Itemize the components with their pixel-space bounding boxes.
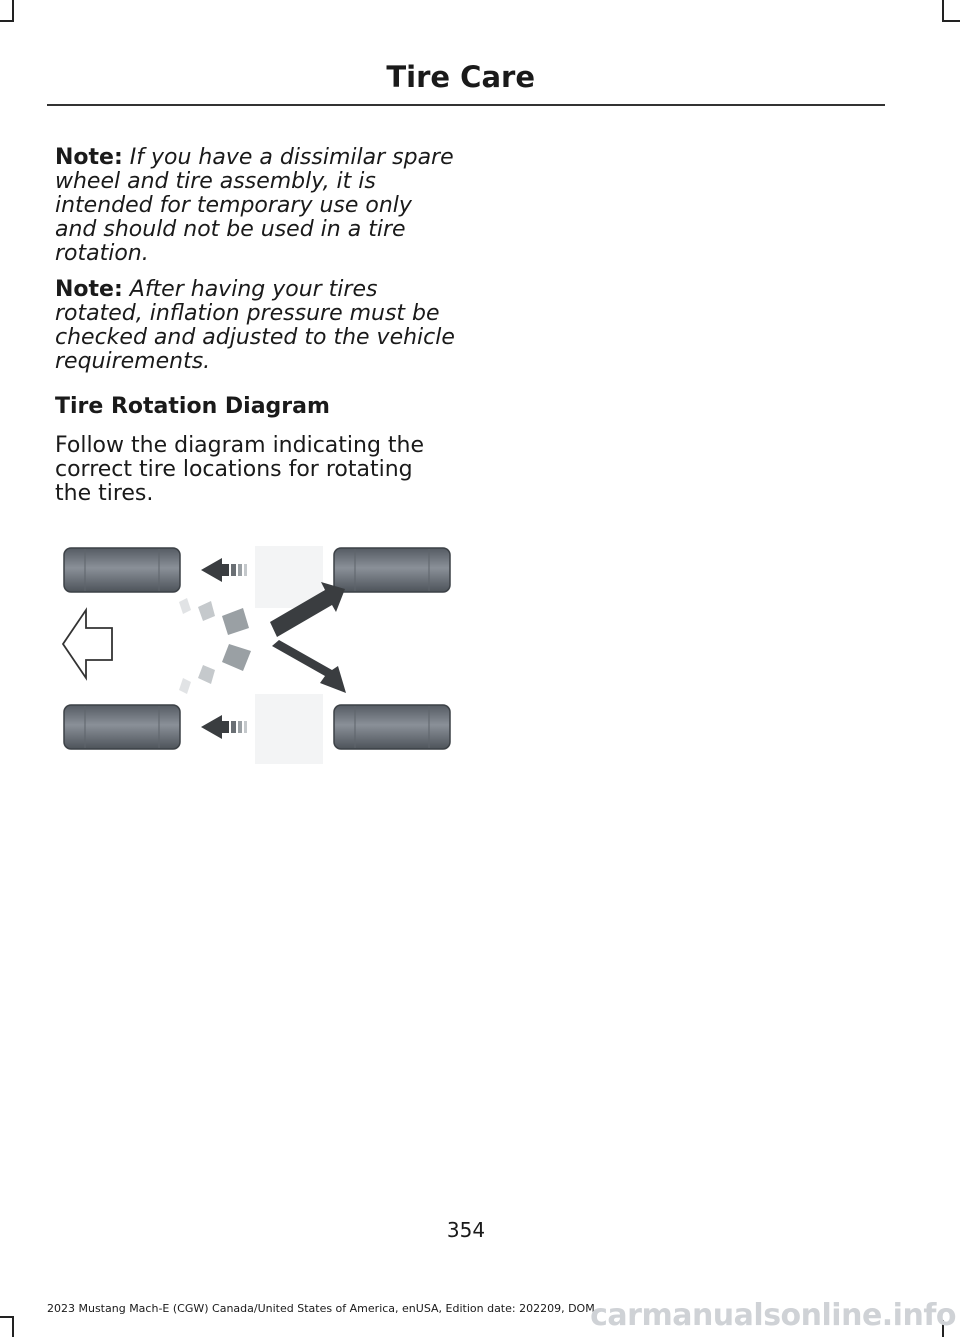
arrow-straight-bottom-icon [201, 715, 247, 739]
page-number: 354 [446, 1218, 486, 1242]
crop-mark-top-right-v [942, 0, 944, 20]
tire-rear-left [64, 705, 180, 749]
crop-mark-bottom-left-h [0, 1316, 14, 1318]
crop-mark-top-left-v [12, 0, 14, 20]
crop-mark-top-right-h [942, 20, 960, 22]
note-label: Note: [55, 277, 123, 302]
arrow-cross-fade-segments [179, 598, 251, 694]
background-block [255, 694, 323, 764]
tire-rear-right [334, 705, 450, 749]
tire-front-right [334, 548, 450, 592]
arrow-straight-top-icon [201, 558, 247, 582]
crop-mark-bottom-left-v [12, 1316, 14, 1337]
note-text: After having your tires rotated, inflation pressure must be checked and adjusted to the vehicle requirements. [55, 277, 455, 374]
tire-rotation-diagram [55, 538, 460, 768]
watermark: carmanualsonline.info [590, 1298, 956, 1333]
note-inflation [55, 278, 455, 374]
crop-mark-top-left-h [0, 20, 14, 22]
section-body: Follow the diagram indicating the correct tire locations for rotating the tires. [55, 433, 425, 506]
note-text: If you have a dissimilar spare wheel and tire assembly, it is intended for temporary use only and should not be used in a tire rotation. [55, 145, 454, 266]
header-divider [47, 104, 885, 106]
section-heading: Tire Rotation Diagram [55, 394, 330, 419]
arrow-front-left-to-rear-right-icon [272, 640, 346, 693]
edition-footer: 2023 Mustang Mach-E (CGW) Canada/United States of America, enUSA, Edition date: 202209, DOM [47, 1302, 595, 1315]
note-label: Note: [55, 145, 123, 170]
forward-direction-arrow-icon [63, 610, 112, 678]
note-spare-wheel [55, 146, 455, 266]
page-title: Tire Care [386, 60, 535, 94]
tire-front-left [64, 548, 180, 592]
content-column [55, 146, 455, 506]
